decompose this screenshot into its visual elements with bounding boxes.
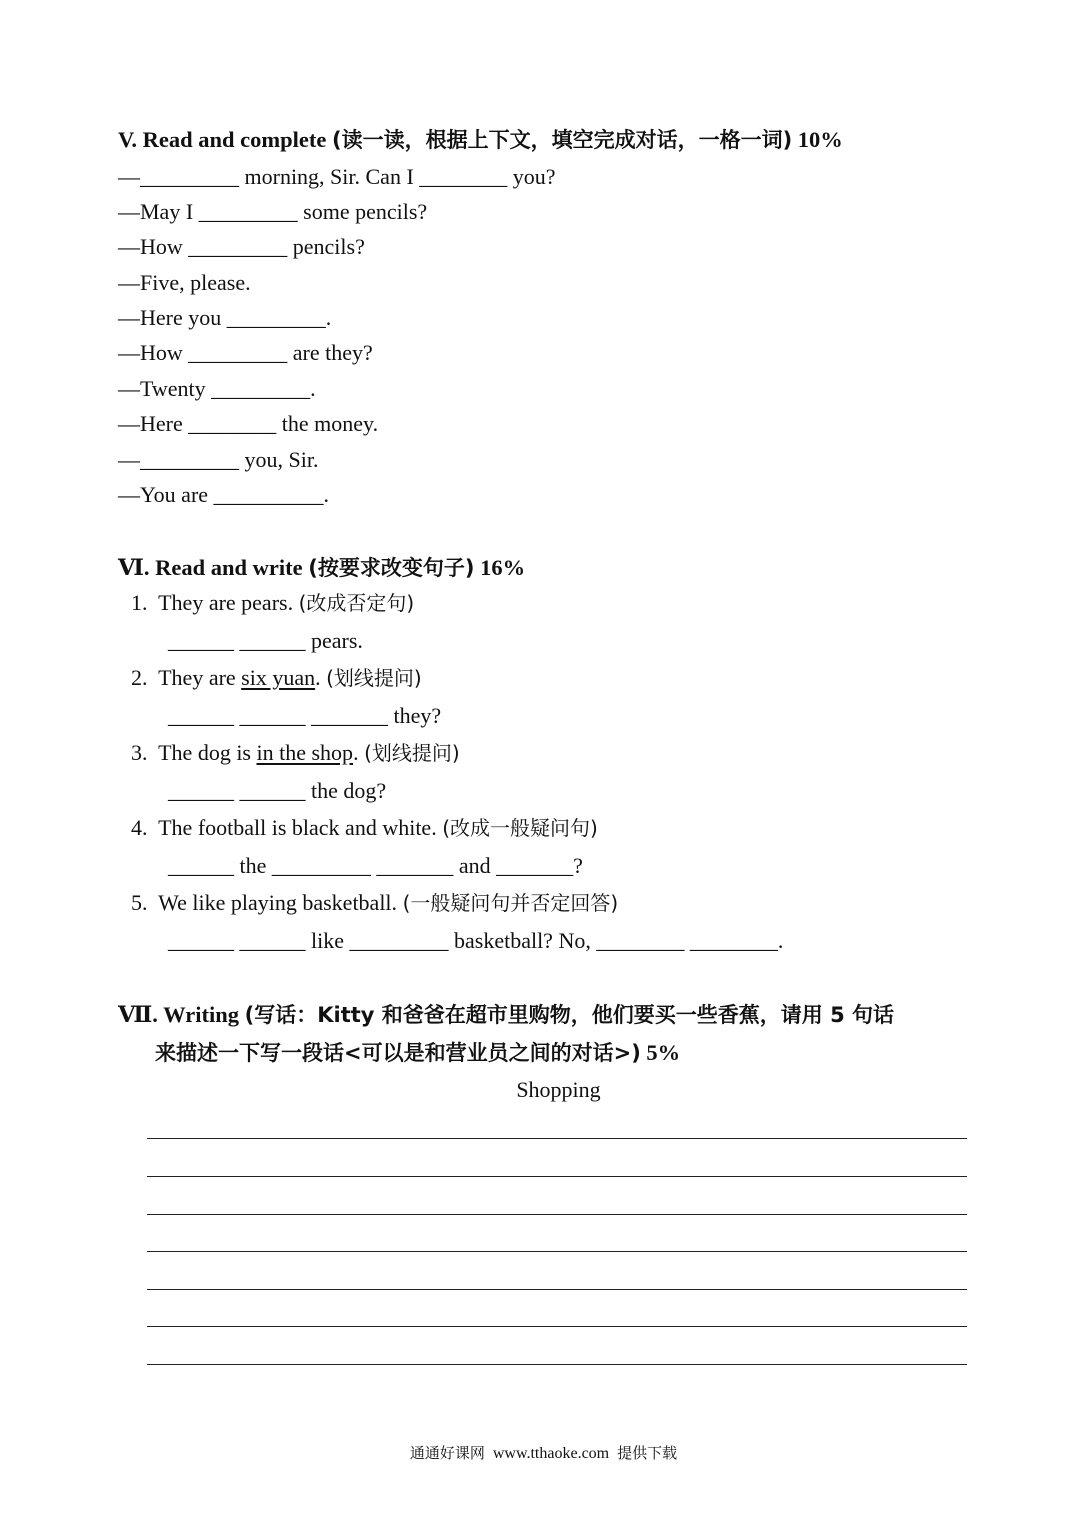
- dialogue-line: —You are __________.: [118, 482, 330, 507]
- dialogue-line: —_________ morning, Sir. Can I ________ you?: [118, 164, 556, 189]
- dialogue-line: —Here you _________.: [118, 305, 332, 330]
- answer-blank-line: ______ ______ _______ they?: [168, 703, 442, 728]
- item-sentence: The dog is: [158, 740, 257, 765]
- exercise-item-1: [131, 590, 414, 616]
- footer-site-name: 通通好课网: [409, 1444, 485, 1462]
- dialogue-line: —Five, please.: [118, 270, 251, 295]
- item-sentence: They are pears.: [158, 590, 299, 615]
- writing-line[interactable]: [147, 1251, 967, 1252]
- underlined-phrase: in the shop: [256, 740, 354, 765]
- item-number: 1.: [131, 590, 148, 615]
- section-6-percent: 16%: [480, 555, 526, 580]
- section-7-heading-cont: [155, 1040, 680, 1066]
- item-hint: (划线提问): [326, 666, 422, 690]
- exercise-item-2: [131, 665, 422, 691]
- item-number: 4.: [131, 815, 148, 840]
- underlined-phrase: six yuan: [241, 665, 316, 690]
- item-hint: (改成否定句): [298, 591, 415, 615]
- item-number: 5.: [131, 890, 148, 915]
- section-7-instructions-2: 来描述一下写一段话<可以是和营业员之间的对话>): [155, 1041, 641, 1065]
- section-6-heading: [118, 555, 525, 581]
- page-footer: [0, 1442, 1087, 1463]
- writing-line[interactable]: [147, 1138, 967, 1139]
- writing-title: Shopping: [516, 1077, 601, 1102]
- writing-line[interactable]: [147, 1176, 967, 1177]
- section-5-title: V. Read and complete: [118, 127, 327, 152]
- item-hint: (划线提问): [364, 741, 460, 765]
- item-sentence-end: .: [353, 740, 365, 765]
- section-7-heading: [118, 1002, 894, 1028]
- writing-line[interactable]: [147, 1364, 967, 1365]
- dialogue-line: —May I _________ some pencils?: [118, 199, 428, 224]
- footer-url[interactable]: www.tthaoke.com: [492, 1445, 610, 1462]
- section-7-percent: 5%: [646, 1040, 681, 1065]
- exercise-item-3: [131, 740, 460, 766]
- exercise-item-5: [131, 890, 618, 916]
- section-6-title: Ⅵ. Read and write: [118, 555, 303, 580]
- item-sentence-end: .: [315, 665, 327, 690]
- section-6-instructions: (按要求改变句子): [308, 556, 475, 580]
- dialogue-line: —Twenty _________.: [118, 376, 316, 401]
- footer-note: 提供下载: [617, 1444, 678, 1462]
- item-hint: (一般疑问句并否定回答): [402, 891, 619, 915]
- item-number: 2.: [131, 665, 148, 690]
- writing-line[interactable]: [147, 1289, 967, 1290]
- item-number: 3.: [131, 740, 148, 765]
- section-5-percent: 10%: [797, 127, 843, 152]
- dialogue-line: —Here ________ the money.: [118, 411, 379, 436]
- writing-line[interactable]: [147, 1214, 967, 1215]
- dialogue-line: —_________ you, Sir.: [118, 447, 319, 472]
- section-7-title: Ⅶ. Writing: [118, 1002, 239, 1027]
- writing-line[interactable]: [147, 1326, 967, 1327]
- item-sentence: The football is black and white.: [158, 815, 443, 840]
- section-5-instructions: (读一读，根据上下文，填空完成对话，一格一词): [331, 128, 793, 152]
- answer-blank-line: ______ ______ like _________ basketball? No, ________ ________.: [168, 928, 784, 953]
- dialogue-line: —How _________ pencils?: [118, 234, 365, 259]
- answer-blank-line: ______ ______ the dog?: [168, 778, 387, 803]
- section-7-instructions-1: (写话：Kitty 和爸爸在超市里购物，他们要买一些香蕉，请用 5 句话: [244, 1003, 895, 1027]
- answer-blank-line: ______ ______ pears.: [168, 628, 363, 653]
- section-5-heading: [118, 127, 843, 153]
- item-sentence: We like playing basketball.: [158, 890, 403, 915]
- exercise-item-4: [131, 815, 598, 841]
- dialogue-line: —How _________ are they?: [118, 340, 373, 365]
- item-sentence: They are: [158, 665, 242, 690]
- item-hint: (改成一般疑问句): [442, 816, 598, 840]
- answer-blank-line: ______ the _________ _______ and _______?: [168, 853, 583, 878]
